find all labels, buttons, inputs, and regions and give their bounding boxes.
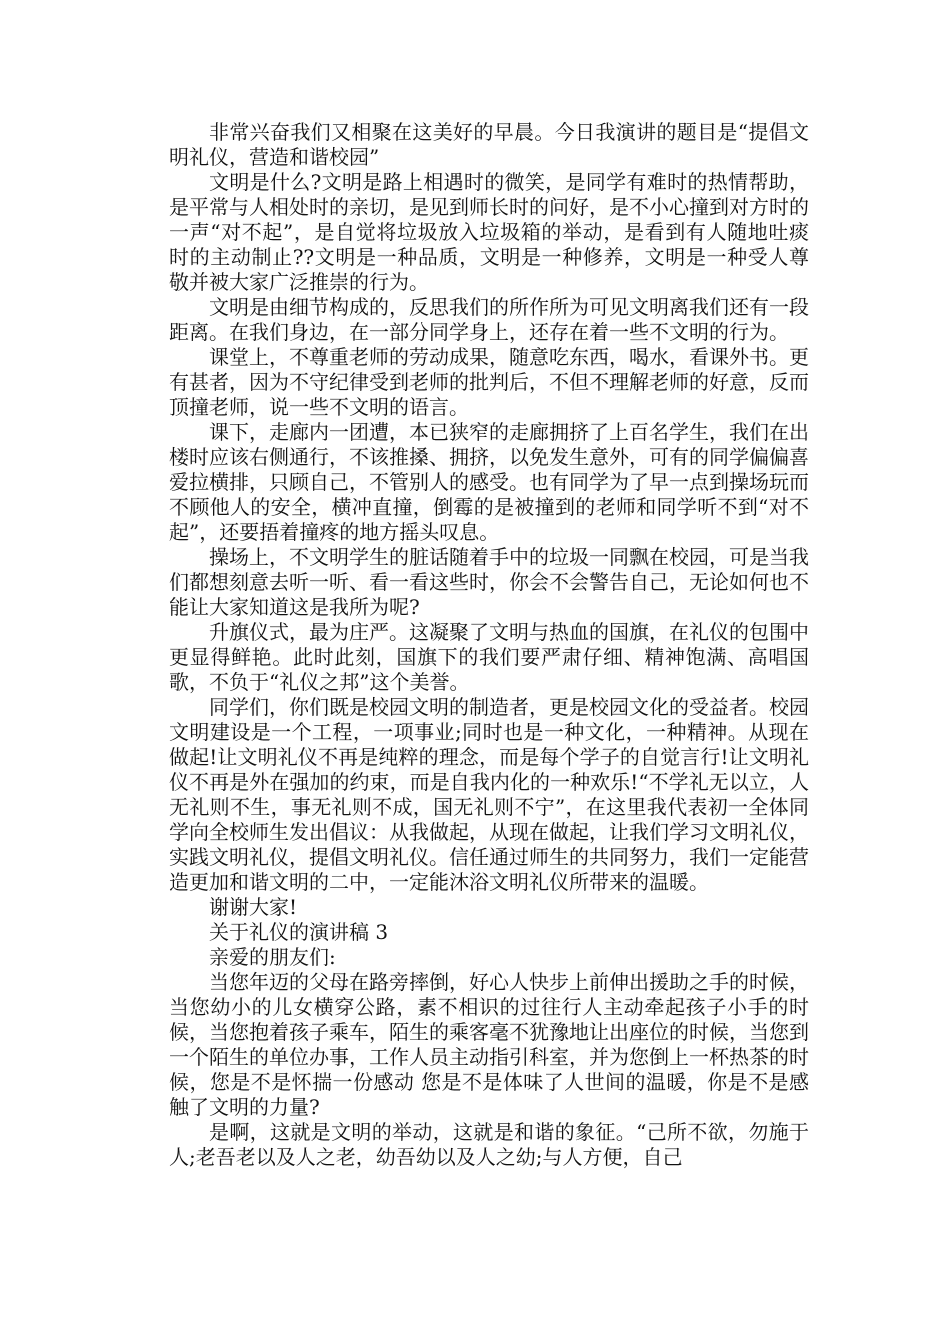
closing-thanks: 谢谢大家! — [209, 895, 298, 919]
paragraph: 课堂上，不尊重老师的劳动成果，随意吃东西，喝水，看课外书。更有甚者，因为不守纪律受到老师的批判后，不但不理解老师的好意，反而顶撞老师，说一些不文明的语言。 — [169, 345, 809, 419]
paragraph: 文明是什么?文明是路上相遇时的微笑，是同学有难时的热情帮助，是平常与人相处时的亲切，是见到师长时的问好，是不小心撞到对方时的一声“对不起”，是自觉将垃圾放入垃圾箱的举动，是看到有人随地吐痰时的主动制止??文明是一种品质，文明是一种修养，文明是一种受人尊敬并被大家广泛推崇的行为。 — [169, 170, 809, 294]
paragraph: 文明是由细节构成的，反思我们的所作所为可见文明离我们还有一段距离。在我们身边，在一部分同学身上，还存在着一些不文明的行为。 — [169, 295, 809, 344]
salutation: 亲爱的朋友们: — [209, 945, 336, 969]
paragraph: 操场上，不文明学生的脏话随着手中的垃圾一同飘在校园，可是当我们都想刻意去听一听、看一看这些时，你会不会警告自己，无论如何也不能让大家知道这是我所为呢? — [169, 545, 809, 619]
section-title: 关于礼仪的演讲稿 3 — [209, 920, 389, 944]
paragraph: 当您年迈的父母在路旁摔倒，好心人快步上前伸出援助之手的时候，当您幼小的儿女横穿公路，素不相识的过往行人主动牵起孩子小手的时候，当您抱着孩子乘车，陌生的乘客毫不犹豫地让出座位的时候，当您到一个陌生的单位办事，工作人员主动指引科室，并为您倒上一杯热茶的时候，您是不是怀揣一份感动 您是不是体味了人世间的温暖，你是不是感触了文明的力量? — [169, 970, 809, 1119]
paragraph: 升旗仪式，最为庄严。这凝聚了文明与热血的国旗，在礼仪的包围中更显得鲜艳。此时此刻，国旗下的我们要严肃仔细、精神饱满、高唱国歌，不负于“礼仪之邦”这个美誉。 — [169, 620, 809, 694]
document-body — [169, 120, 809, 1170]
paragraph: 同学们，你们既是校园文明的制造者，更是校园文化的受益者。校园文明建设是一个工程，一项事业;同时也是一种文化，一种精神。从现在做起!让文明礼仪不再是纯粹的理念，而是每个学子的自觉言行!让文明礼仪不再是外在强加的约束，而是自我内化的一种欢乐!“不学礼无以立，人无礼则不生，事无礼则不成，国无礼则不宁”，在这里我代表初一全体同学向全校师生发出倡议：从我做起，从现在做起，让我们学习文明礼仪，实践文明礼仪，提倡文明礼仪。信任通过师生的共同努力，我们一定能营造更加和谐文明的二中，一定能沐浴文明礼仪所带来的温暖。 — [169, 695, 809, 894]
paragraph: 课下，走廊内一团遭，本已狭窄的走廊拥挤了上百名学生，我们在出楼时应该右侧通行，不该推搡、拥挤，以免发生意外，可有的同学偏偏喜爱拉横排，只顾自己，不管别人的感受。也有同学为了早一点到操场玩而不顾他人的安全，横冲直撞，倒霉的是被撞到的老师和同学听不到“对不起”，还要捂着撞疼的地方摇头叹息。 — [169, 420, 809, 544]
paragraph: 非常兴奋我们又相聚在这美好的早晨。今日我演讲的题目是“提倡文明礼仪，营造和谐校园” — [169, 120, 809, 169]
paragraph: 是啊，这就是文明的举动，这就是和谐的象征。“己所不欲，勿施于人;老吾老以及人之老，幼吾幼以及人之幼;与人方便，自己 — [169, 1120, 809, 1169]
